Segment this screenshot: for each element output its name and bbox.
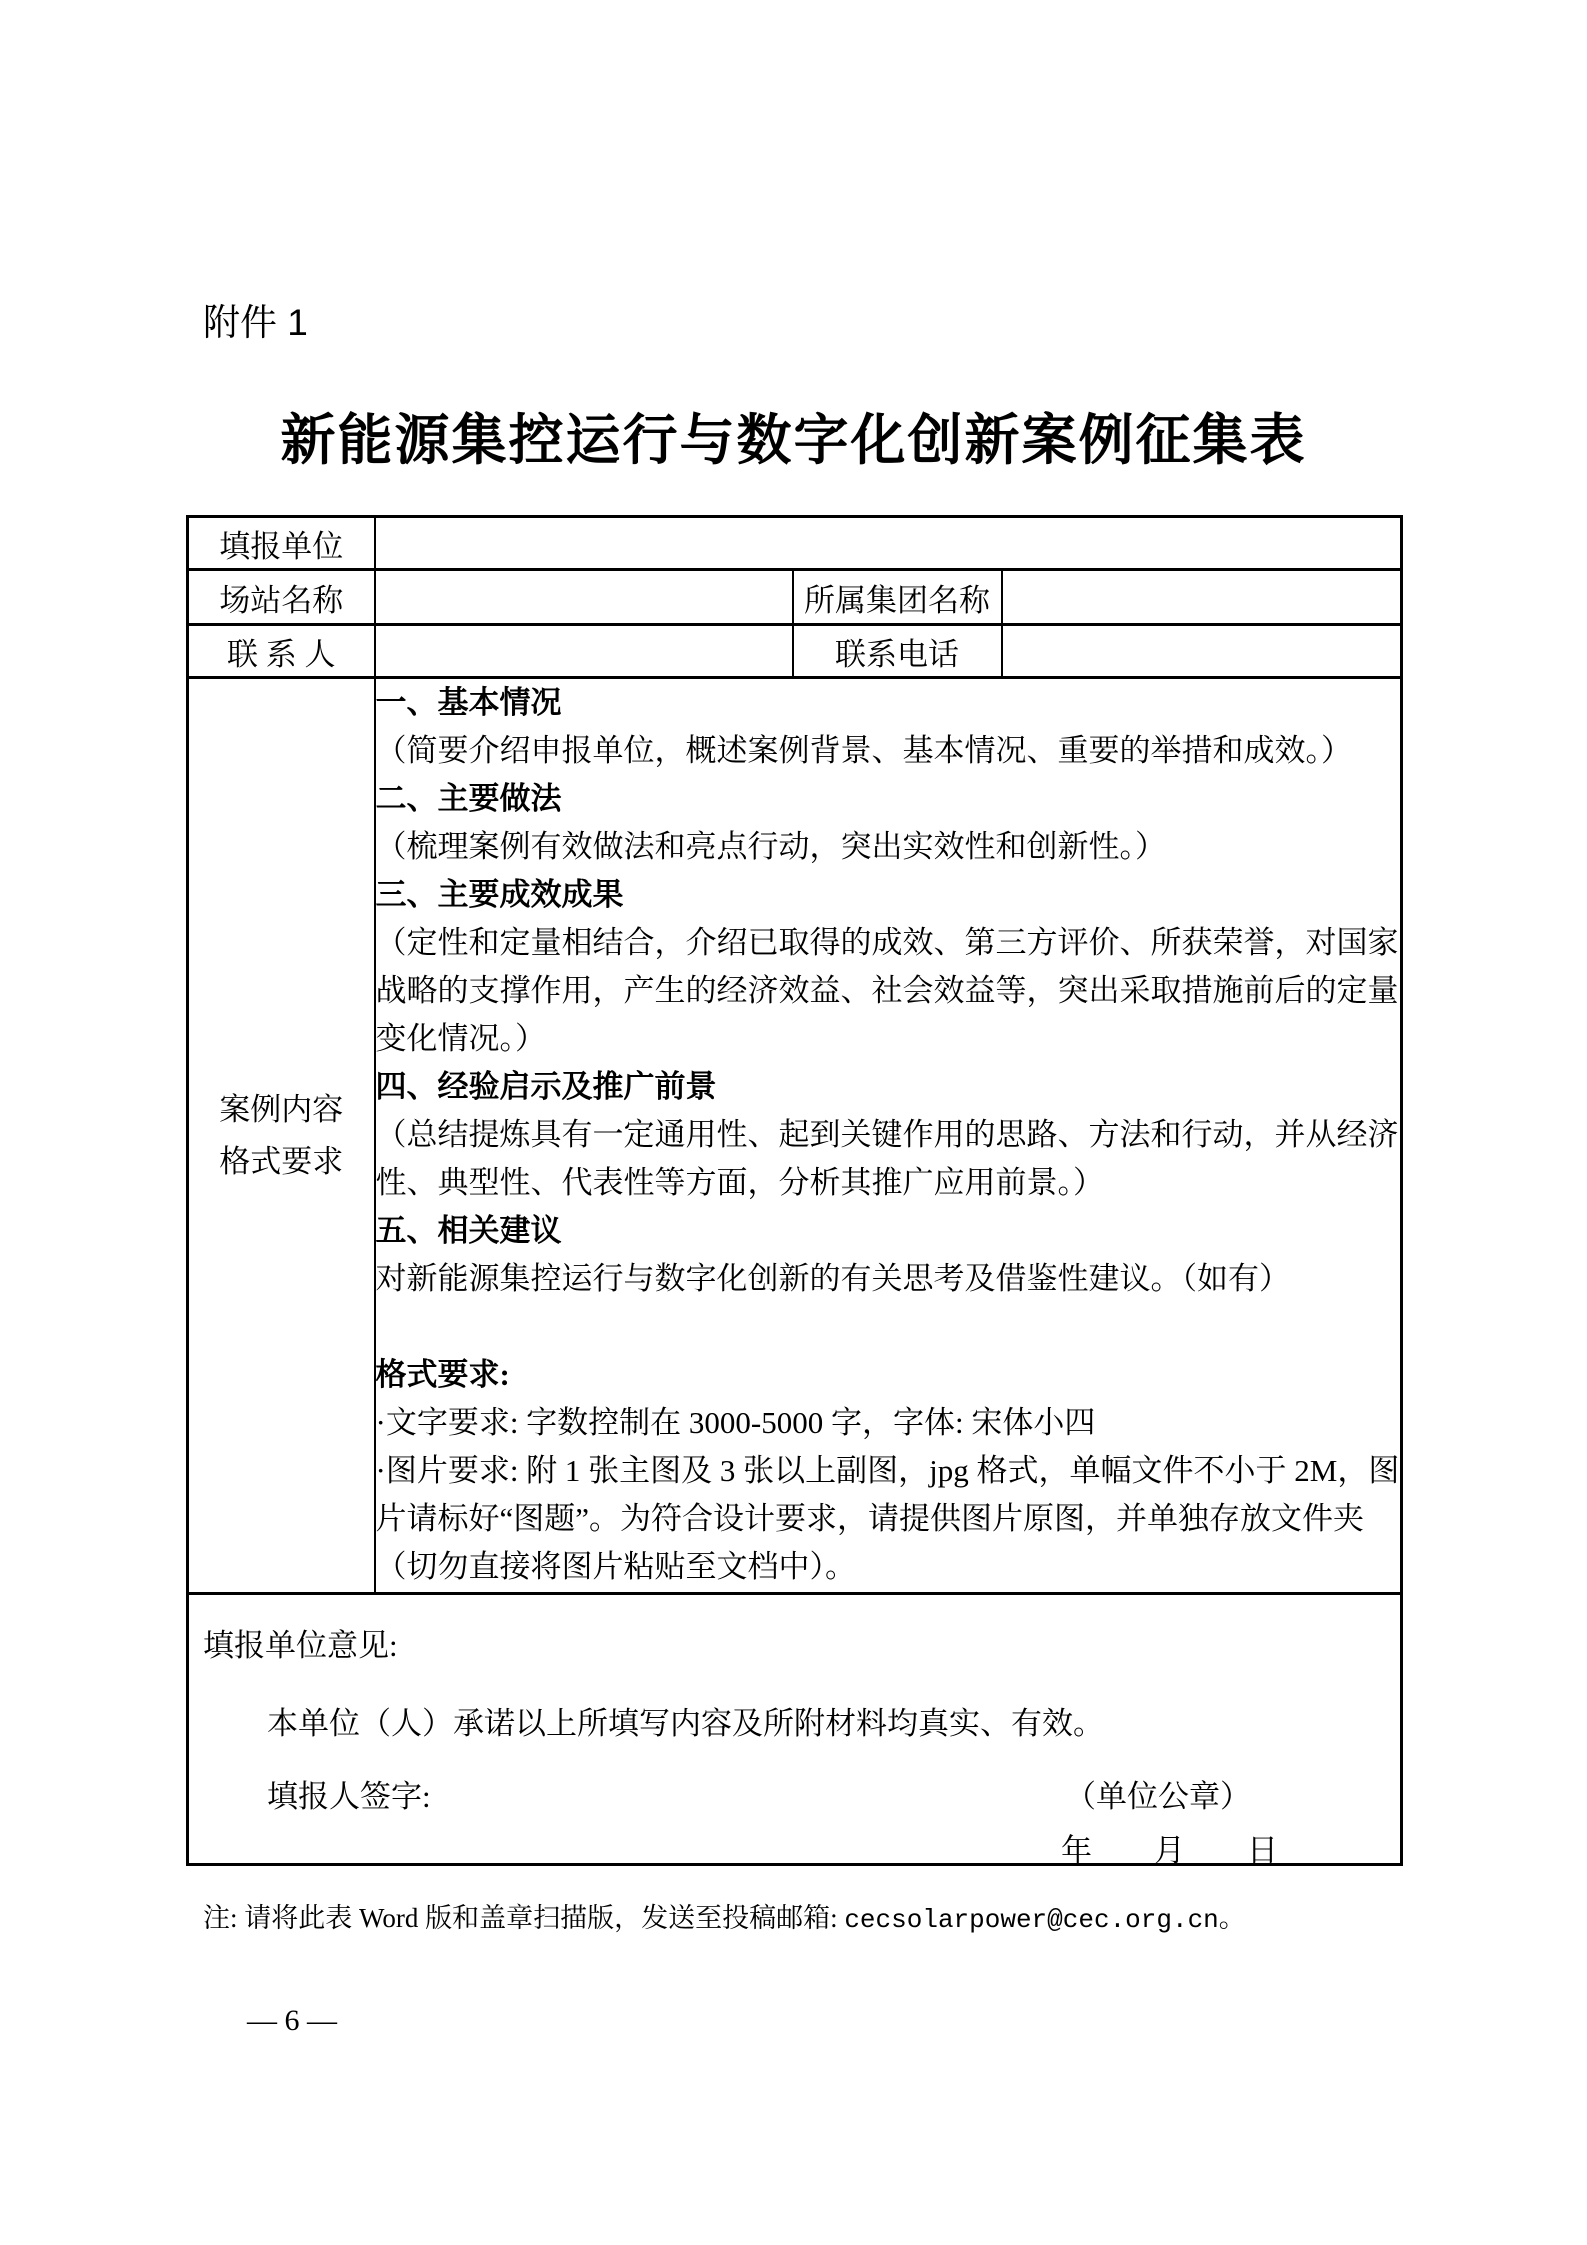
group-name-label: 所属集团名称: [793, 570, 1002, 625]
signature-label: 填报人签字:: [267, 1779, 431, 1814]
case-content-requirements-cell[interactable]: [375, 678, 1402, 1594]
footnote: [203, 1896, 1246, 1935]
case-collection-form: [186, 515, 1403, 1866]
case-section-2-text: （梳理案例有效做法和亮点行动，突出实效性和创新性。）: [375, 829, 1166, 864]
table-row-station: [188, 570, 1402, 625]
blank-line: [376, 1303, 1401, 1351]
unit-seal-label: （单位公章）: [1065, 1779, 1251, 1814]
contact-person-input-cell[interactable]: [375, 625, 793, 678]
case-content-label-line2: 格式要求: [219, 1143, 344, 1179]
case-section-5-heading: 五、相关建议: [375, 1213, 562, 1248]
case-section-1-text: （简要介绍申报单位，概述案例背景、基本情况、重要的举措和成效。）: [375, 733, 1352, 768]
case-section-2-heading: 二、主要做法: [375, 781, 562, 816]
case-section-4-text: （总结提炼具有一定通用性、起到关键作用的思路、方法和行动，并从经济性、典型性、代表性等方面，分析其推广应用前景。）: [375, 1117, 1399, 1200]
attachment-label: 附件 1: [203, 302, 308, 343]
table-row-reporting-unit: [188, 517, 1402, 570]
contact-phone-label: 联系电话: [793, 625, 1002, 678]
footnote-text-suffix: 。: [1218, 1903, 1246, 1933]
image-requirement-item: ·图片要求: 附 1 张主图及 3 张以上副图，jpg 格式，单幅文件不小于 2M，图片请标好“图题”。为符合设计要求，请提供图片原图，并单独存放文件夹（切勿直接将图片粘贴至文档中）。: [375, 1453, 1400, 1584]
date-line: 年 月 日: [1061, 1833, 1278, 1868]
contact-person-label: 联 系 人: [188, 625, 375, 678]
case-section-4-heading: 四、经验启示及推广前景: [375, 1069, 717, 1104]
table-row-unit-opinion: [188, 1594, 1402, 1865]
pledge-statement: 本单位（人）承诺以上所填写内容及所附材料均真实、有效。: [267, 1706, 1104, 1741]
format-requirements-heading: 格式要求:: [375, 1357, 510, 1392]
group-name-input-cell[interactable]: [1002, 570, 1402, 625]
table-row-case-content: [188, 678, 1402, 1594]
case-section-1-heading: 一、基本情况: [375, 685, 562, 720]
unit-opinion-label: 填报单位意见:: [203, 1628, 398, 1663]
page-title: 新能源集控运行与数字化创新案例征集表: [280, 410, 1307, 471]
contact-phone-input-cell[interactable]: [1002, 625, 1402, 678]
table-row-contact: [188, 625, 1402, 678]
station-name-label: 场站名称: [188, 570, 375, 625]
case-content-label-cell: [188, 678, 375, 1594]
page-number: — 6 —: [247, 2004, 337, 2037]
case-section-3-text: （定性和定量相结合，介绍已取得的成效、第三方评价、所获荣誉，对国家战略的支撑作用，产生的经济效益、社会效益等，突出采取措施前后的定量变化情况。）: [375, 925, 1399, 1056]
text-requirement-item: ·文字要求: 字数控制在 3000-5000 字，字体: 宋体小四: [375, 1405, 1096, 1440]
station-name-input-cell[interactable]: [375, 570, 793, 625]
unit-opinion-cell[interactable]: [188, 1594, 1402, 1868]
footnote-text-prefix: 注: 请将此表 Word 版和盖章扫描版，发送至投稿邮箱:: [203, 1903, 845, 1933]
case-section-5-text: 对新能源集控运行与数字化创新的有关思考及借鉴性建议。（如有）: [375, 1261, 1290, 1296]
case-content-label-line1: 案例内容: [219, 1091, 344, 1127]
case-section-3-heading: 三、主要成效成果: [375, 877, 624, 912]
reporting-unit-input-cell[interactable]: [375, 517, 1402, 570]
reporting-unit-label: 填报单位: [188, 517, 375, 570]
email-address: cecsolarpower@cec.org.cn: [844, 1905, 1219, 1935]
